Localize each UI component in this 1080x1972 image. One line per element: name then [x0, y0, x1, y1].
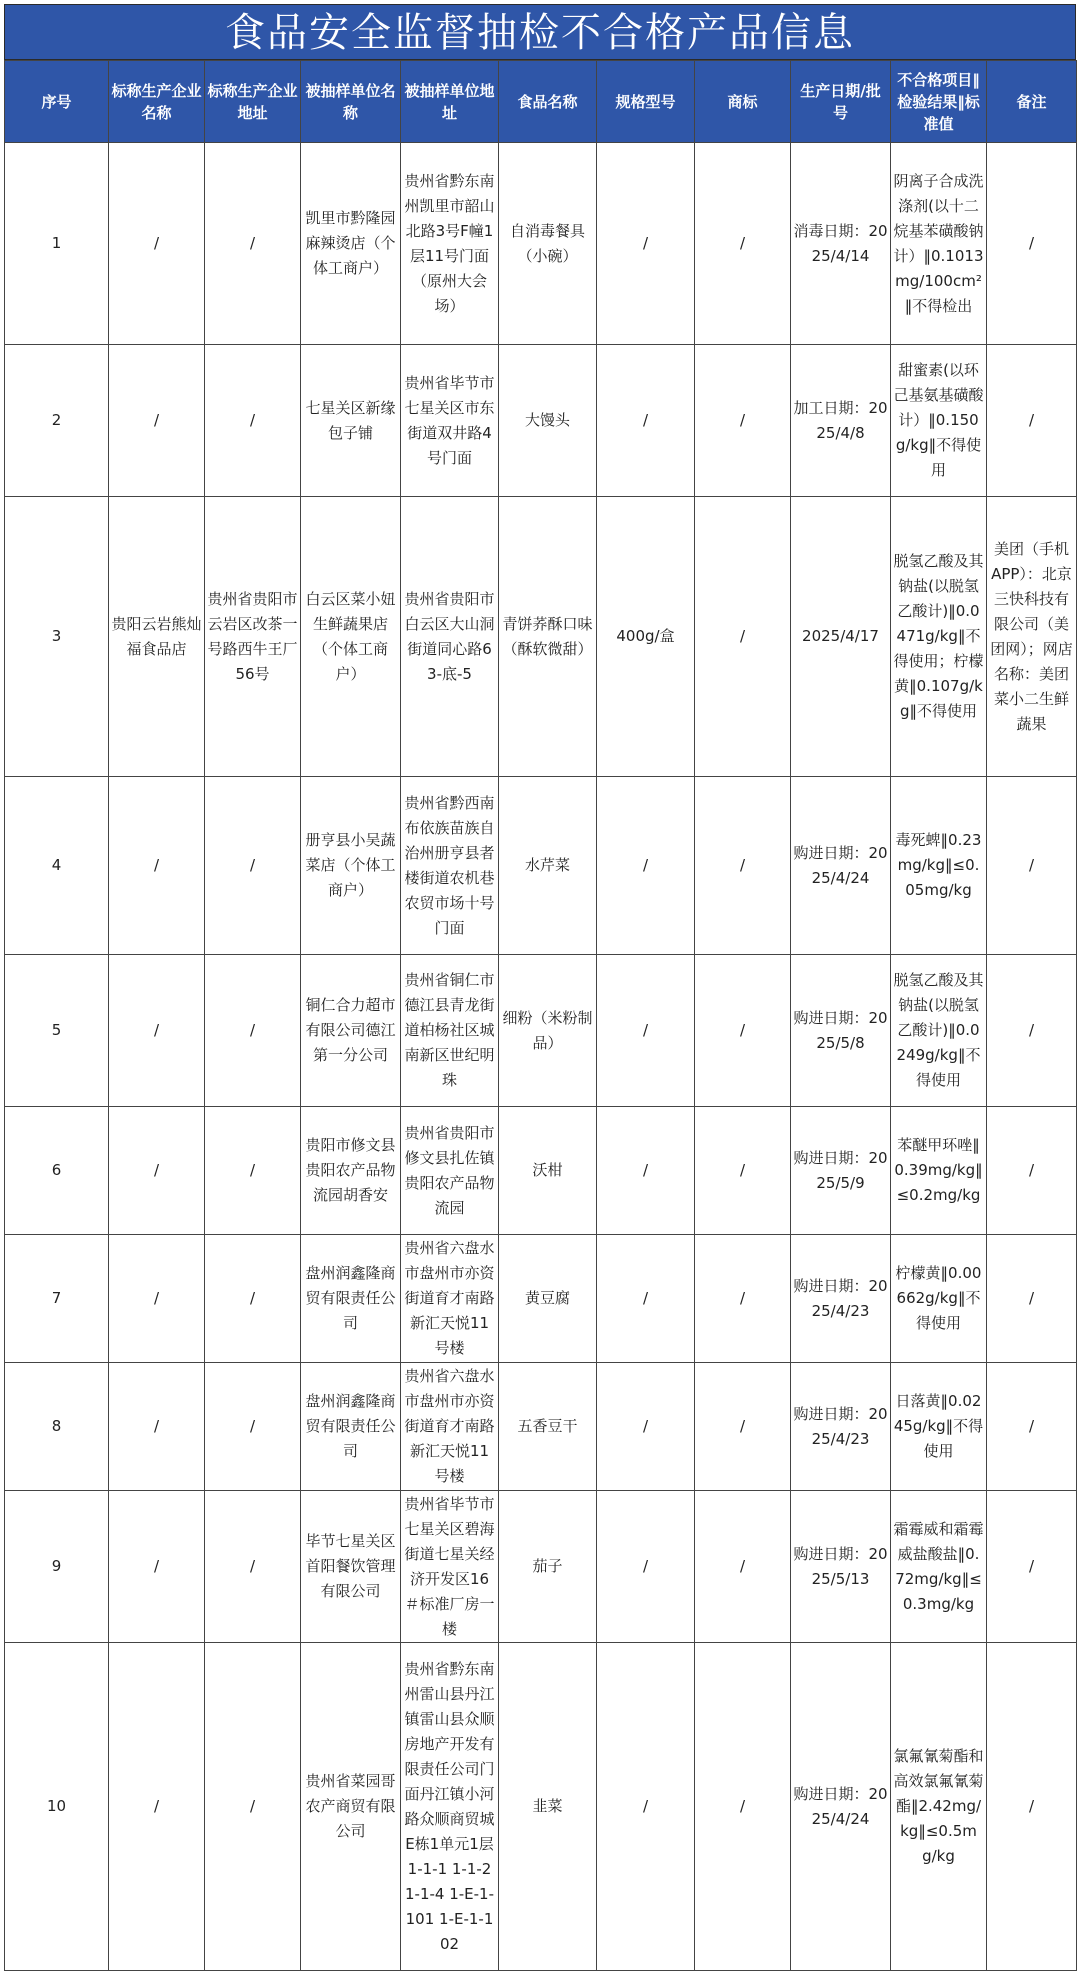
food-name-cell — [499, 1235, 597, 1363]
failed-item: 甜蜜素(以环己基氨基磺酸计）‖0.150g/kg‖不得使用 — [893, 361, 984, 479]
spec: / — [642, 856, 649, 874]
spec: / — [642, 1417, 649, 1435]
row-number: 9 — [51, 1557, 62, 1575]
failed-item-cell — [891, 1491, 987, 1643]
row-number: 1 — [51, 234, 62, 252]
production-date: 购进日期：2025/5/9 — [793, 1148, 888, 1192]
header-note: 备注 — [987, 61, 1077, 143]
spec: 400g/盒 — [616, 627, 675, 645]
note-cell — [987, 1107, 1077, 1235]
header-manufacturer: 标称生产企业名称 — [109, 61, 205, 143]
brand: / — [739, 1417, 746, 1435]
manufacturer-name-cell — [109, 1107, 205, 1235]
food-name: 茄子 — [532, 1557, 563, 1575]
manufacturer-address: / — [249, 856, 256, 874]
header-no: 序号 — [5, 61, 109, 143]
sampled-unit-name-cell — [301, 1491, 401, 1643]
spec-cell — [597, 1235, 695, 1363]
sampled-unit-address-cell — [401, 1491, 499, 1643]
manufacturer-name-cell — [109, 777, 205, 955]
sampled-unit-name-cell — [301, 1363, 401, 1491]
note: / — [1028, 1289, 1035, 1307]
row-number-cell — [5, 777, 109, 955]
manufacturer-name-cell — [109, 1643, 205, 1971]
note-cell — [987, 777, 1077, 955]
failed-item-cell — [891, 1235, 987, 1363]
failed-item: 氯氟氰菊酯和高效氯氟氰菊酯‖2.42mg/kg‖≤0.5mg/kg — [893, 1747, 984, 1865]
sampled-unit-address: 贵州省黔东南州凯里市韶山北路3号F幢1层11号门面（原州大会场） — [404, 171, 495, 315]
spec: / — [642, 411, 649, 429]
row-number-cell — [5, 1235, 109, 1363]
sampled-unit-address-cell — [401, 143, 499, 345]
sampled-unit-name-cell — [301, 1643, 401, 1971]
note-cell — [987, 143, 1077, 345]
table-row — [5, 143, 1077, 345]
food-name-cell — [499, 143, 597, 345]
page — [4, 4, 1076, 1964]
failed-item-cell — [891, 345, 987, 497]
failed-item-cell — [891, 143, 987, 345]
spec-cell — [597, 345, 695, 497]
manufacturer-name: / — [153, 1417, 160, 1435]
manufacturer-name: / — [153, 1021, 160, 1039]
row-number: 8 — [51, 1417, 62, 1435]
production-date: 加工日期：2025/4/8 — [793, 398, 888, 442]
brand-cell — [695, 1643, 791, 1971]
failed-item: 苯醚甲环唑‖0.39mg/kg‖≤0.2mg/kg — [894, 1136, 983, 1204]
sampled-unit-address: 贵州省贵阳市白云区大山洞街道同心路63-底-5 — [404, 589, 495, 683]
header-failed-item: 不合格项目‖检验结果‖标准值 — [891, 61, 987, 143]
manufacturer-address: / — [249, 234, 256, 252]
spec-cell — [597, 777, 695, 955]
spec: / — [642, 1797, 649, 1815]
manufacturer-address-cell — [205, 1107, 301, 1235]
page-title: 食品安全监督抽检不合格产品信息 — [4, 4, 1076, 60]
food-name-cell — [499, 497, 597, 777]
spec-cell — [597, 1363, 695, 1491]
note-cell — [987, 1491, 1077, 1643]
table-row — [5, 497, 1077, 777]
sampled-unit-name-cell — [301, 143, 401, 345]
manufacturer-address-cell — [205, 497, 301, 777]
sampled-unit-name: 册亨县小吴蔬菜店（个体工商户） — [305, 831, 396, 899]
row-number: 6 — [51, 1161, 62, 1179]
header-sampled-unit: 被抽样单位名称 — [301, 61, 401, 143]
production-date: 购进日期：2025/4/24 — [793, 1784, 888, 1828]
sampled-unit-address-cell — [401, 1235, 499, 1363]
food-name-cell — [499, 955, 597, 1107]
sampled-unit-name-cell — [301, 955, 401, 1107]
manufacturer-name-cell — [109, 143, 205, 345]
sampled-unit-name: 白云区菜小妞生鲜蔬果店（个体工商户） — [305, 589, 396, 683]
note-cell — [987, 1235, 1077, 1363]
sampled-unit-address: 贵州省铜仁市德江县青龙街道柏杨社区城南新区世纪明珠 — [404, 971, 495, 1089]
note: / — [1028, 856, 1035, 874]
failed-item: 毒死蜱‖0.23mg/kg‖≤0.05mg/kg — [895, 831, 982, 899]
failed-item: 日落黄‖0.0245g/kg‖不得使用 — [893, 1392, 984, 1460]
manufacturer-address: / — [249, 1417, 256, 1435]
manufacturer-name-cell — [109, 1491, 205, 1643]
table-row — [5, 1363, 1077, 1491]
sampled-unit-name-cell — [301, 1107, 401, 1235]
spec: / — [642, 1557, 649, 1575]
manufacturer-address-cell — [205, 143, 301, 345]
failed-item: 脱氢乙酸及其钠盐(以脱氢乙酸计)‖0.0471g/kg‖不得使用；柠檬黄‖0.107g/kg‖不得使用 — [893, 552, 984, 720]
production-date-cell — [791, 955, 891, 1107]
sampled-unit-address: 贵州省六盘水市盘州市亦资街道育才南路新汇天悦11号楼 — [404, 1367, 495, 1485]
failed-item: 霜霉威和霜霉威盐酸盐‖0.72mg/kg‖≤0.3mg/kg — [893, 1519, 984, 1613]
row-number: 2 — [51, 411, 62, 429]
sampled-unit-address: 贵州省黔西南布依族苗族自治州册亨县者楼街道农机巷农贸市场十号门面 — [404, 793, 495, 937]
brand: / — [739, 1797, 746, 1815]
food-name: 韭菜 — [532, 1797, 563, 1815]
brand: / — [739, 1021, 746, 1039]
row-number-cell — [5, 1643, 109, 1971]
sampled-unit-name: 毕节七星关区首阳餐饮管理有限公司 — [305, 1532, 396, 1600]
food-name: 青饼荞酥口味（酥软微甜） — [502, 614, 593, 658]
manufacturer-address: / — [249, 411, 256, 429]
sampled-unit-name: 盘州润鑫隆商贸有限责任公司 — [305, 1392, 396, 1460]
food-name: 水芹菜 — [524, 856, 570, 874]
food-name: 黄豆腐 — [524, 1289, 570, 1307]
production-date-cell — [791, 1643, 891, 1971]
manufacturer-name-cell — [109, 955, 205, 1107]
food-name: 自消毒餐具（小碗） — [509, 221, 585, 265]
failed-item: 脱氢乙酸及其钠盐(以脱氢乙酸计)‖0.0249g/kg‖不得使用 — [893, 971, 984, 1089]
manufacturer-name-cell — [109, 497, 205, 777]
food-name: 大馒头 — [524, 411, 570, 429]
production-date-cell — [791, 345, 891, 497]
manufacturer-address-cell — [205, 345, 301, 497]
header-row — [5, 61, 1077, 143]
manufacturer-address-cell — [205, 1235, 301, 1363]
header-food-name: 食品名称 — [499, 61, 597, 143]
sampled-unit-address-cell — [401, 1363, 499, 1491]
sampled-unit-name: 贵阳市修文县贵阳农产品物流园胡香安 — [305, 1136, 396, 1204]
sampled-unit-address: 贵州省毕节市七星关区碧海街道七星关经济开发区16＃标准厂房一楼 — [404, 1494, 495, 1638]
brand: / — [739, 1289, 746, 1307]
sampled-unit-address-cell — [401, 1643, 499, 1971]
manufacturer-name: / — [153, 1161, 160, 1179]
sampled-unit-name: 铜仁合力超市有限公司德江第一分公司 — [305, 996, 396, 1064]
food-name-cell — [499, 1107, 597, 1235]
brand-cell — [695, 1235, 791, 1363]
row-number-cell — [5, 345, 109, 497]
row-number: 7 — [51, 1289, 62, 1307]
sampled-unit-name-cell — [301, 1235, 401, 1363]
manufacturer-address: / — [249, 1557, 256, 1575]
manufacturer-name-cell — [109, 345, 205, 497]
production-date-cell — [791, 497, 891, 777]
food-name: 细粉（米粉制品） — [502, 1008, 593, 1052]
spec-cell — [597, 1491, 695, 1643]
brand-cell — [695, 1491, 791, 1643]
manufacturer-address: / — [249, 1289, 256, 1307]
failed-item-cell — [891, 1643, 987, 1971]
failed-item-cell — [891, 497, 987, 777]
manufacturer-name: / — [153, 1289, 160, 1307]
food-name-cell — [499, 1363, 597, 1491]
food-name-cell — [499, 1491, 597, 1643]
manufacturer-name-cell — [109, 1235, 205, 1363]
production-date-cell — [791, 1491, 891, 1643]
sampled-unit-address: 贵州省贵阳市修文县扎佐镇贵阳农产品物流园 — [404, 1123, 495, 1217]
failed-item-cell — [891, 777, 987, 955]
manufacturer-address: 贵州省贵阳市云岩区改茶一号路西牛王厂56号 — [207, 589, 298, 683]
food-name-cell — [499, 1643, 597, 1971]
spec: / — [642, 1021, 649, 1039]
header-spec: 规格型号 — [597, 61, 695, 143]
table-row — [5, 1107, 1077, 1235]
sampled-unit-address: 贵州省六盘水市盘州市亦资街道育才南路新汇天悦11号楼 — [404, 1239, 495, 1357]
brand: / — [739, 411, 746, 429]
table-row — [5, 1643, 1077, 1971]
row-number-cell — [5, 497, 109, 777]
spec-cell — [597, 1107, 695, 1235]
note: / — [1028, 234, 1035, 252]
row-number: 4 — [51, 856, 62, 874]
failed-item-cell — [891, 1107, 987, 1235]
failed-item-cell — [891, 1363, 987, 1491]
row-number-cell — [5, 1363, 109, 1491]
note: / — [1028, 1161, 1035, 1179]
note-cell — [987, 1363, 1077, 1491]
row-number-cell — [5, 143, 109, 345]
production-date-cell — [791, 1363, 891, 1491]
brand: / — [739, 1161, 746, 1179]
sampled-unit-name: 贵州省菜园哥农产商贸有限公司 — [305, 1772, 396, 1840]
sampled-unit-address: 贵州省黔东南州雷山县丹江镇雷山县众顺房地产开发有限责任公司门面丹江镇小河路众顺商贸城E栋1单元1层1-1-1 1-1-2 1-1-4 1-E-1-101 1-E-1-102 — [404, 1659, 495, 1953]
manufacturer-name-cell — [109, 1363, 205, 1491]
note: / — [1028, 1797, 1035, 1815]
sampled-unit-address-cell — [401, 345, 499, 497]
food-name: 沃柑 — [532, 1161, 563, 1179]
sampled-unit-name: 凯里市黔隆园麻辣烫店（个体工商户） — [305, 209, 396, 277]
sampled-unit-address-cell — [401, 777, 499, 955]
spec-cell — [597, 497, 695, 777]
manufacturer-address-cell — [205, 1643, 301, 1971]
production-date-cell — [791, 143, 891, 345]
manufacturer-address-cell — [205, 1363, 301, 1491]
row-number-cell — [5, 1107, 109, 1235]
production-date: 2025/4/17 — [802, 627, 879, 645]
note-cell — [987, 955, 1077, 1107]
production-date: 消毒日期：2025/4/14 — [793, 221, 888, 265]
table-row — [5, 777, 1077, 955]
note-cell — [987, 1643, 1077, 1971]
sampled-unit-address-cell — [401, 955, 499, 1107]
row-number: 5 — [51, 1021, 62, 1039]
manufacturer-name: / — [153, 411, 160, 429]
production-date: 购进日期：2025/4/23 — [793, 1404, 888, 1448]
production-date: 购进日期：2025/5/13 — [793, 1544, 888, 1588]
manufacturer-address-cell — [205, 955, 301, 1107]
food-name-cell — [499, 345, 597, 497]
spec: / — [642, 234, 649, 252]
header-sampled-unit-address: 被抽样单位地址 — [401, 61, 499, 143]
production-date: 购进日期：2025/4/24 — [793, 843, 888, 887]
brand: / — [739, 627, 746, 645]
brand-cell — [695, 1107, 791, 1235]
manufacturer-name: / — [153, 1557, 160, 1575]
failed-item: 柠檬黄‖0.00662g/kg‖不得使用 — [895, 1264, 982, 1332]
row-number-cell — [5, 1491, 109, 1643]
header-date-batch: 生产日期/批号 — [791, 61, 891, 143]
food-name: 五香豆干 — [517, 1417, 578, 1435]
note: / — [1028, 1557, 1035, 1575]
sampled-unit-name: 盘州润鑫隆商贸有限责任公司 — [305, 1264, 396, 1332]
header-brand: 商标 — [695, 61, 791, 143]
sampled-unit-name-cell — [301, 345, 401, 497]
inspection-table — [4, 60, 1077, 1971]
spec: / — [642, 1161, 649, 1179]
brand-cell — [695, 345, 791, 497]
sampled-unit-address: 贵州省毕节市七星关区市东街道双井路4号门面 — [404, 373, 495, 467]
manufacturer-address-cell — [205, 777, 301, 955]
brand-cell — [695, 777, 791, 955]
brand: / — [739, 856, 746, 874]
brand-cell — [695, 1363, 791, 1491]
food-name-cell — [499, 777, 597, 955]
manufacturer-address: / — [249, 1021, 256, 1039]
failed-item-cell — [891, 955, 987, 1107]
sampled-unit-name: 七星关区新缘包子铺 — [305, 398, 396, 442]
spec: / — [642, 1289, 649, 1307]
note-cell — [987, 345, 1077, 497]
note: / — [1028, 1021, 1035, 1039]
sampled-unit-address-cell — [401, 497, 499, 777]
note: / — [1028, 1417, 1035, 1435]
sampled-unit-name-cell — [301, 497, 401, 777]
production-date: 购进日期：2025/4/23 — [793, 1276, 888, 1320]
brand-cell — [695, 955, 791, 1107]
note: 美团（手机APP）：北京三快科技有限公司（美团网）；网店名称：美团菜小二生鲜蔬果 — [990, 539, 1073, 733]
brand: / — [739, 234, 746, 252]
manufacturer-address: / — [249, 1161, 256, 1179]
sampled-unit-name-cell — [301, 777, 401, 955]
row-number: 10 — [46, 1797, 67, 1815]
table-row — [5, 1235, 1077, 1363]
production-date-cell — [791, 1107, 891, 1235]
production-date-cell — [791, 1235, 891, 1363]
table-row — [5, 345, 1077, 497]
manufacturer-address-cell — [205, 1491, 301, 1643]
brand: / — [739, 1557, 746, 1575]
row-number: 3 — [51, 627, 62, 645]
spec-cell — [597, 955, 695, 1107]
header-manufacturer-address: 标称生产企业地址 — [205, 61, 301, 143]
brand-cell — [695, 143, 791, 345]
table-row — [5, 1491, 1077, 1643]
spec-cell — [597, 1643, 695, 1971]
note: / — [1028, 411, 1035, 429]
manufacturer-name: / — [153, 234, 160, 252]
manufacturer-name: / — [153, 1797, 160, 1815]
manufacturer-name: 贵阳云岩熊灿福食品店 — [111, 614, 202, 658]
manufacturer-address: / — [249, 1797, 256, 1815]
sampled-unit-address-cell — [401, 1107, 499, 1235]
row-number-cell — [5, 955, 109, 1107]
spec-cell — [597, 143, 695, 345]
failed-item: 阴离子合成洗涤剂(以十二烷基苯磺酸钠计）‖0.1013mg/100cm²‖不得检出 — [893, 171, 984, 315]
note-cell — [987, 497, 1077, 777]
manufacturer-name: / — [153, 856, 160, 874]
brand-cell — [695, 497, 791, 777]
table-row — [5, 955, 1077, 1107]
production-date: 购进日期：2025/5/8 — [793, 1008, 888, 1052]
production-date-cell — [791, 777, 891, 955]
